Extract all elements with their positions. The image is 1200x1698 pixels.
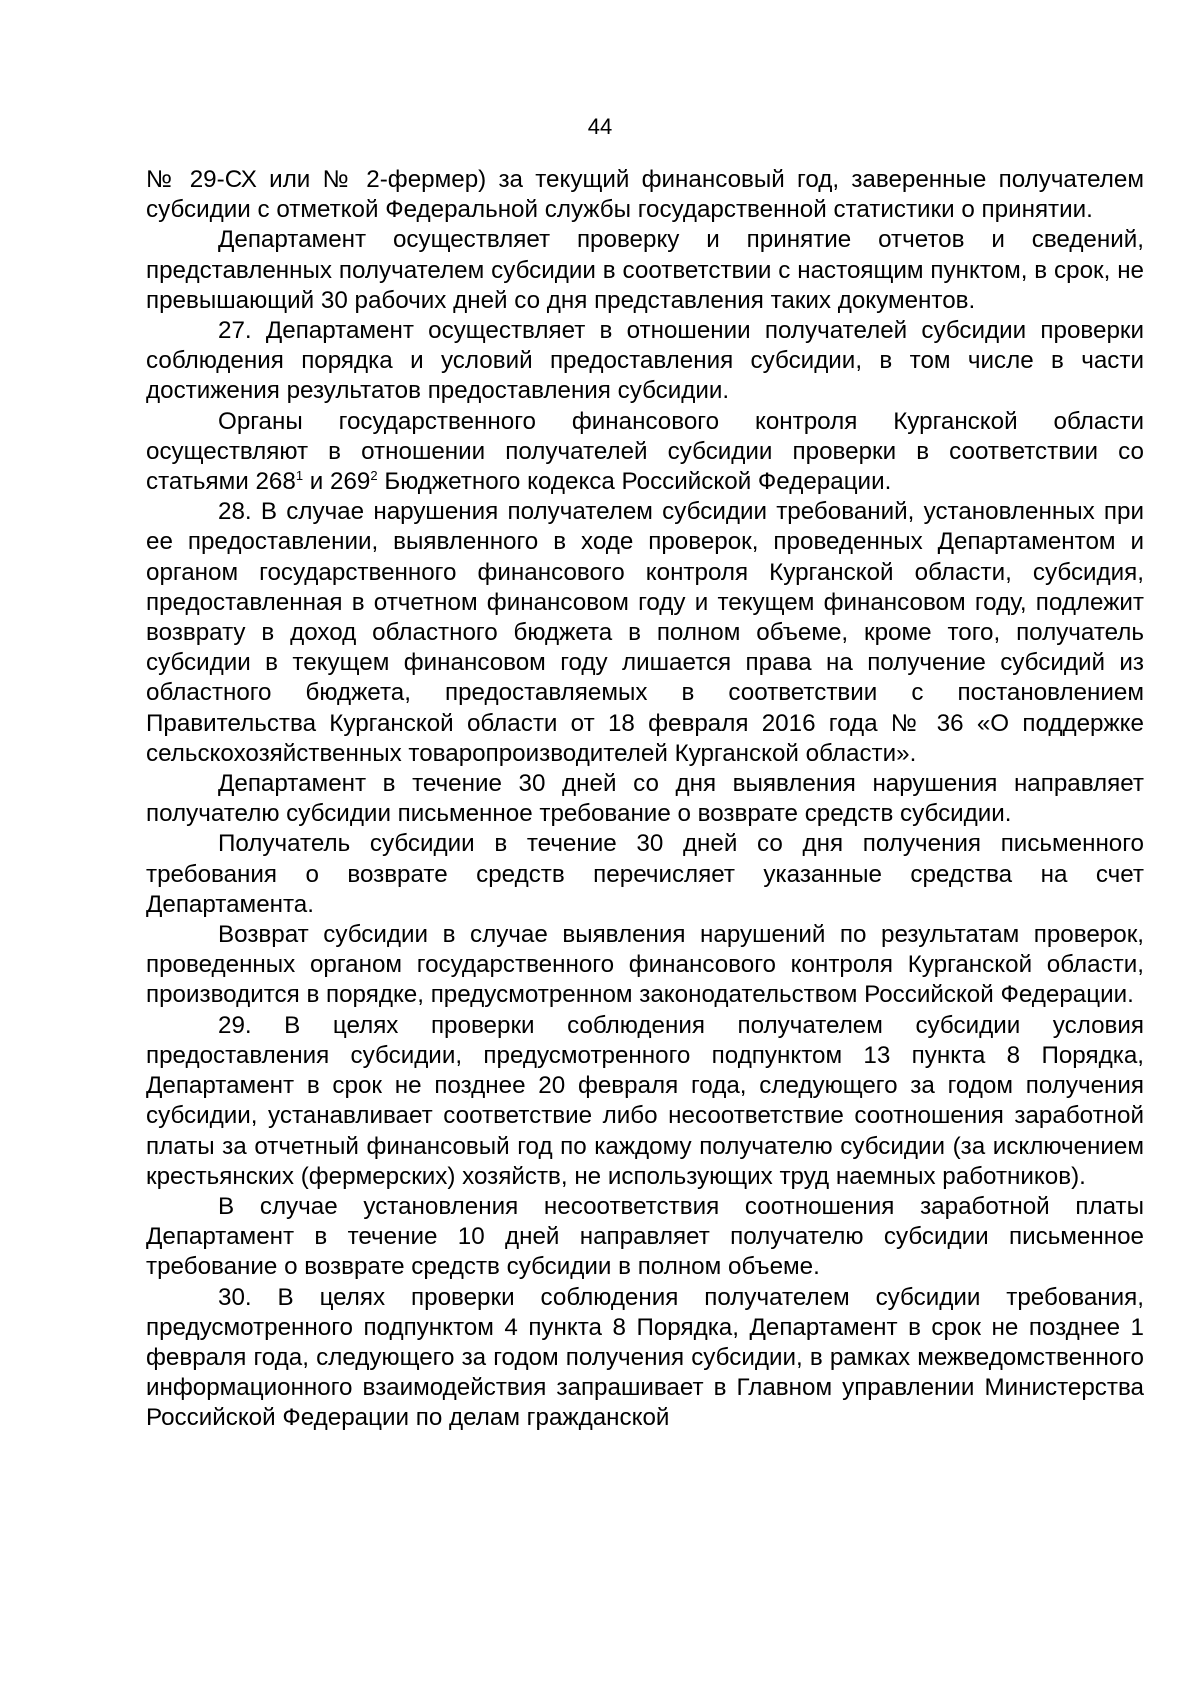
paragraph-refund-procedure: Возврат субсидии в случае выявления нарушений по результатам проверок, проведенных органом государственного финансового контроля Курганской области, производится в порядке, предусмотренном законодательством Российской Федерации.	[146, 921, 1144, 1009]
paragraph-item-28: 28. В случае нарушения получателем субсидии требований, установленных при ее предоставлении, выявленного в ходе проверок, проведенных Департаментом и органом государственного финансового контроля Курганской области, субсидия, предоставленная в отчетном финансовом году и текущем финансовом году, подлежит возврату в доход областного бюджета в полном объеме, кроме того, получатель субсидии в текущем финансовом году лишается права на получение субсидий из областного бюджета, предоставляемых в соответствии с постановлением Правительства Курганской области от 18 февраля 2016 года № 36 «О поддержке сельскохозяйственных товаропроизводителей Курганской области».	[146, 498, 1144, 767]
paragraph-text: и 269	[303, 468, 371, 496]
paragraph-item-30: 30. В целях проверки соблюдения получателем субсидии требования, предусмотренного подпунктом 4 пункта 8 Порядка, Департамент в срок не позднее 1 февраля года, следующего за годом получения субсидии, в рамках межведомственного информационного взаимодействия запрашивает в Главном управлении Министерства Российской Федерации по делам гражданской	[146, 1283, 1144, 1432]
page-number: 44	[587, 114, 613, 139]
paragraph-text: Бюджетного кодекса Российской Федерации.	[377, 468, 892, 496]
paragraph-salary-mismatch: В случае установления несоответствия соотношения заработной платы Департамент в течение 10 дней направляет получателю субсидии письменное требование о возврате средств субсидии в полном объеме.	[146, 1192, 1144, 1281]
paragraph-report-verification: Департамент осуществляет проверку и принятие отчетов и сведений, представленных получателем субсидии в соответствии с настоящим пунктом, в срок, не превышающий 30 рабочих дней со дня представления таких документов.	[146, 226, 1144, 314]
footnote-marker: 2	[370, 467, 378, 483]
footnote-marker: 1	[295, 467, 304, 483]
paragraph-refund-transfer: Получатель субсидии в течение 30 дней со дня получения письменного требования о возврате средств перечисляет указанные средства на счет Департамента.	[146, 830, 1144, 918]
document-body	[146, 165, 1144, 1434]
paragraph-text: Органы государственного финансового контроля Курганской области осуществляют в отношении получателей субсидии проверки в соответствии со статьями 268	[146, 407, 1144, 496]
paragraph-continuation: № 29-СХ или № 2-фермер) за текущий финансовый год, заверенные получателем субсидии с отметкой Федеральной службы государственной статистики о принятии.	[146, 166, 1144, 224]
paragraph-financial-control	[146, 407, 1144, 498]
paragraph-violation-notice: Департамент в течение 30 дней со дня выявления нарушения направляет получателю субсидии письменное требование о возврате средств субсидии.	[146, 770, 1144, 828]
paragraph-item-29: 29. В целях проверки соблюдения получателем субсидии условия предоставления субсидии, предусмотренного подпунктом 13 пункта 8 Порядка, Департамент в срок не позднее 20 февраля года, следующего за годом получения субсидии, устанавливает соответствие либо несоответствие соотношения заработной платы за отчетный финансовый год по каждому получателю субсидии (за исключением крестьянских (фермерских) хозяйств, не использующих труд наемных работников).	[146, 1011, 1144, 1190]
paragraph-item-27: 27. Департамент осуществляет в отношении получателей субсидии проверки соблюдения порядка и условий предоставления субсидии, в том числе в части достижения результатов предоставления субсидии.	[146, 317, 1144, 405]
